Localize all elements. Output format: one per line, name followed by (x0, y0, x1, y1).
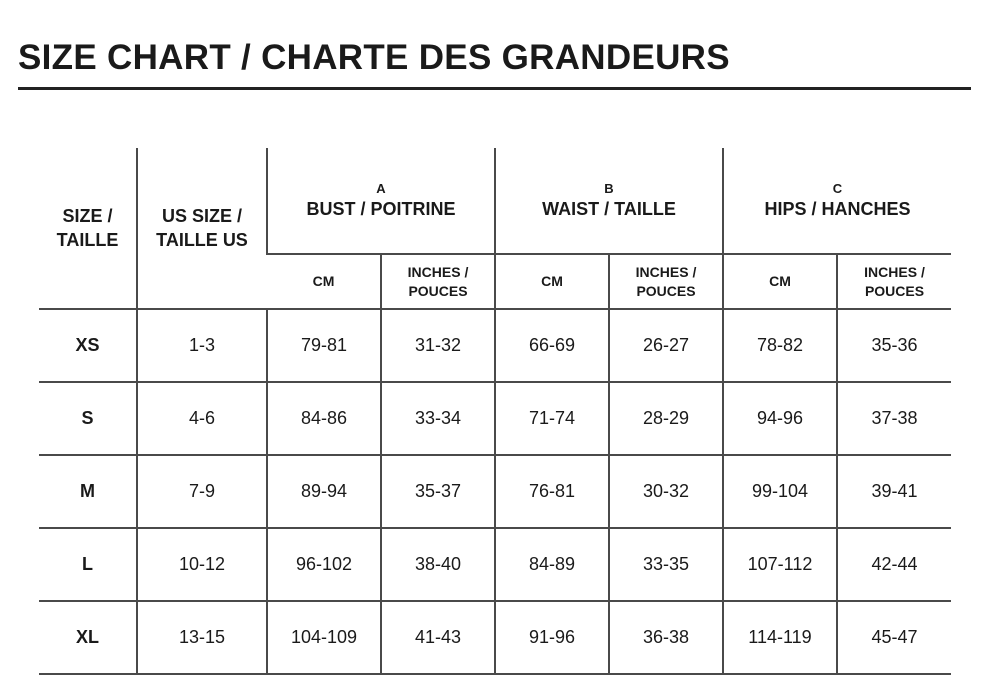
bust-group-letter: A (376, 180, 386, 196)
page-title: SIZE CHART / CHARTE DES GRANDEURS (18, 38, 730, 77)
table-row (39, 455, 951, 528)
hips-cm-cell: 78-82 (723, 309, 837, 382)
bust-cm-cell: 89-94 (267, 455, 381, 528)
waist-inches-header (609, 254, 723, 309)
table-row (39, 309, 951, 382)
hips-group-letter: C (832, 180, 843, 196)
bust-inches-header (381, 254, 495, 309)
waist-cm-header: CM (495, 254, 609, 309)
hips-cm-cell: 107-112 (723, 528, 837, 601)
hips-cm-header: CM (723, 254, 837, 309)
hips-inches-cell: 42-44 (837, 528, 951, 601)
bust-inches-cell: 31-32 (381, 309, 495, 382)
bust-cm-cell: 79-81 (267, 309, 381, 382)
size-cell: S (39, 382, 137, 455)
bust-inches-cell: 33-34 (381, 382, 495, 455)
us-size-header-line-1: US SIZE / (161, 206, 242, 226)
hips-group-header (723, 148, 951, 254)
bust-group-header (267, 148, 495, 254)
us-size-cell: 4-6 (137, 382, 267, 455)
table-row (39, 528, 951, 601)
waist-inches-cell: 28-29 (609, 382, 723, 455)
hips-cm-cell: 99-104 (723, 455, 837, 528)
waist-inches-cell: 30-32 (609, 455, 723, 528)
us-size-cell: 10-12 (137, 528, 267, 601)
size-header-line-1: SIZE / (62, 206, 113, 226)
us-size-cell: 1-3 (137, 309, 267, 382)
waist-inches-cell: 26-27 (609, 309, 723, 382)
size-cell: M (39, 455, 137, 528)
us-size-cell: 13-15 (137, 601, 267, 674)
waist-group-header (495, 148, 723, 254)
bust-cm-cell: 84-86 (267, 382, 381, 455)
bust-cm-cell: 104-109 (267, 601, 381, 674)
hips-inches-header (837, 254, 951, 309)
hips-inches-cell: 35-36 (837, 309, 951, 382)
header-row (39, 148, 951, 254)
hips-inches-header-line-1: INCHES / (864, 263, 925, 280)
hips-inches-cell: 45-47 (837, 601, 951, 674)
hips-inches-cell: 37-38 (837, 382, 951, 455)
title-divider (18, 87, 971, 90)
hips-inches-cell: 39-41 (837, 455, 951, 528)
bust-cm-header: CM (267, 254, 381, 309)
waist-inches-cell: 33-35 (609, 528, 723, 601)
table-row (39, 382, 951, 455)
hips-cm-cell: 114-119 (723, 601, 837, 674)
us-size-header-line-2: TAILLE US (156, 230, 248, 250)
bust-inches-header-line-1: INCHES / (407, 263, 469, 280)
waist-cm-cell: 76-81 (495, 455, 609, 528)
waist-cm-cell: 91-96 (495, 601, 609, 674)
bust-inches-cell: 41-43 (381, 601, 495, 674)
waist-inches-header-line-1: INCHES / (635, 263, 697, 280)
waist-inches-cell: 36-38 (609, 601, 723, 674)
bust-inches-header-line-2: POUCES (408, 282, 468, 299)
us-size-cell: 7-9 (137, 455, 267, 528)
size-column-header (39, 148, 137, 309)
us-size-column-header (137, 148, 267, 309)
size-cell: XS (39, 309, 137, 382)
waist-cm-cell: 71-74 (495, 382, 609, 455)
bust-cm-cell: 96-102 (267, 528, 381, 601)
hips-inches-header-line-2: POUCES (864, 282, 925, 299)
waist-group-letter: B (604, 180, 614, 196)
waist-group-label: WAIST / TAILLE (542, 198, 676, 219)
size-chart-table (39, 148, 951, 675)
hips-cm-cell: 94-96 (723, 382, 837, 455)
waist-inches-header-line-2: POUCES (636, 282, 696, 299)
hips-group-label: HIPS / HANCHES (764, 198, 911, 219)
waist-cm-cell: 84-89 (495, 528, 609, 601)
size-header-line-2: TAILLE (56, 230, 119, 250)
size-cell: L (39, 528, 137, 601)
bust-inches-cell: 38-40 (381, 528, 495, 601)
bust-group-label: BUST / POITRINE (306, 198, 456, 219)
table-row (39, 601, 951, 674)
size-cell: XL (39, 601, 137, 674)
bust-inches-cell: 35-37 (381, 455, 495, 528)
waist-cm-cell: 66-69 (495, 309, 609, 382)
